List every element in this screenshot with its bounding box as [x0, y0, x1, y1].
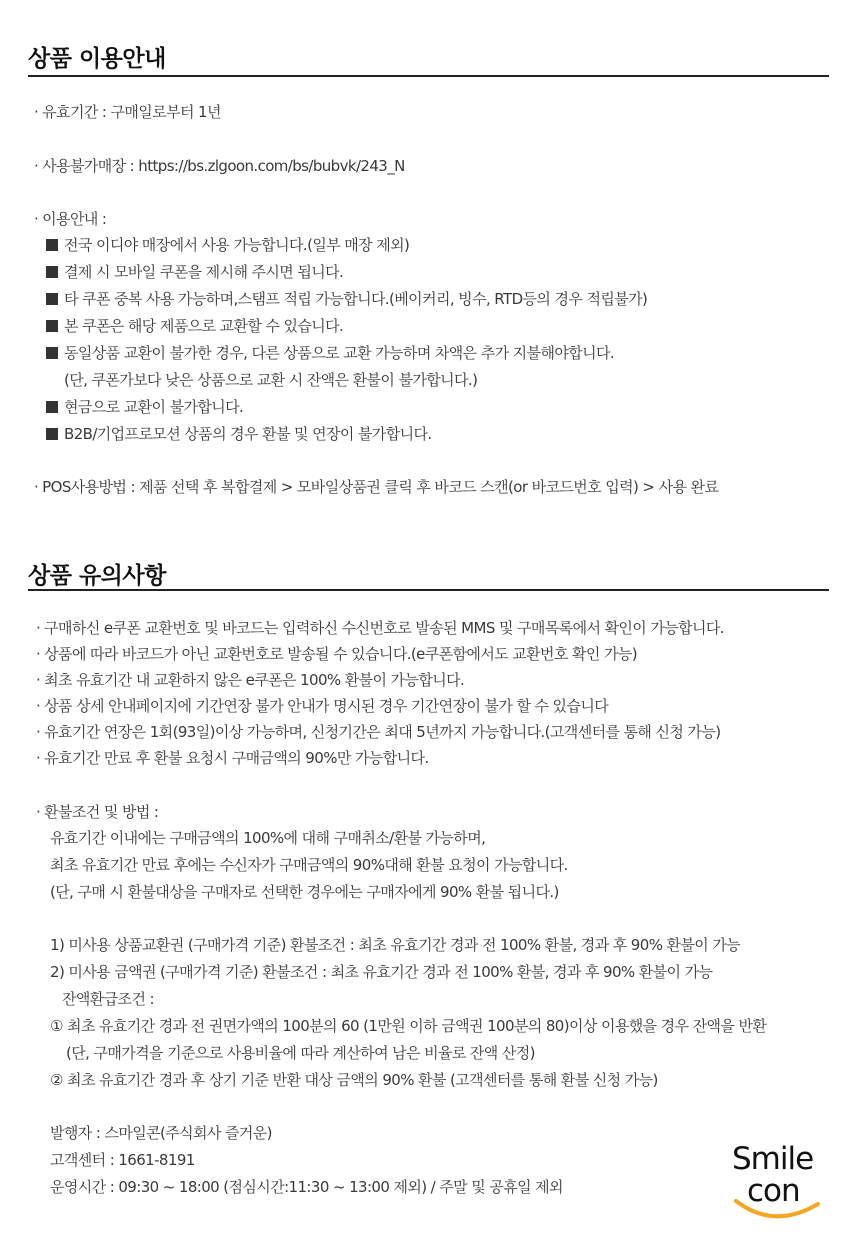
- notice-item-text: 유효기간 만료 후 환불 요청시 구매금액의 90%만 가능합니다.: [44, 749, 429, 767]
- refund-condition: ① 최초 유효기간 경과 전 권면가액의 100분의 60 (1만원 이하 금액권 100분의 80)이상 이용했을 경우 잔액을 반환: [50, 1017, 767, 1035]
- smilecon-logo: [722, 1138, 832, 1228]
- usage-item-text: 결제 시 모바일 쿠폰을 제시해 주시면 됩니다.: [64, 263, 344, 281]
- refund-line: (단, 구매 시 환불대상을 구매자로 선택한 경우에는 구매자에게 90% 환불 됩니다.): [50, 883, 559, 901]
- refund-line: 유효기간 이내에는 구매금액의 100%에 대해 구매취소/환불 가능하며,: [50, 829, 486, 847]
- support-line: 고객센터 : 1661-8191: [50, 1151, 195, 1169]
- usage-item-text: 현금으로 교환이 불가합니다.: [64, 398, 244, 416]
- section-title-usage: 상품 이용안내: [28, 46, 166, 72]
- usage-item-text: 타 쿠폰 중복 사용 가능하며,스탬프 적립 가능합니다.(베이커리, 빙수, RTD등의 경우 적립불가): [64, 290, 648, 308]
- usage-item: [46, 235, 409, 255]
- square-bullet-icon: [46, 401, 58, 413]
- usage-item: [46, 262, 343, 282]
- square-bullet-icon: [46, 239, 58, 251]
- notice-item-text: 유효기간 연장은 1회(93일)이상 가능하며, 신청기간은 최대 5년까지 가능합니다.(고객센터를 통해 신청 가능): [44, 723, 721, 741]
- usage-item: [46, 343, 614, 363]
- square-bullet-icon: [46, 320, 58, 332]
- notice-item-text: 상품 상세 안내페이지에 기간연장 불가 안내가 명시된 경우 기간연장이 불가 할 수 있습니다: [44, 697, 609, 715]
- usage-note: (단, 쿠폰가보다 낮은 상품으로 교환 시 잔액은 환불이 불가합니다.): [64, 371, 478, 389]
- excluded-stores-line: · 사용불가매장 : https://bs.zlgoon.com/bs/bubvk/243_N: [34, 157, 405, 175]
- section-divider: [28, 75, 829, 77]
- refund-title-text: 환불조건 및 방법 :: [44, 803, 159, 821]
- section-title-notice: 상품 유의사항: [28, 563, 166, 589]
- usage-item-text: 본 쿠폰은 해당 제품으로 교환할 수 있습니다.: [64, 317, 344, 335]
- refund-condition: 1) 미사용 상품교환권 (구매가격 기준) 환불조건 : 최초 유효기간 경과 전 100% 환불, 경과 후 90% 환불이 가능: [50, 936, 741, 954]
- notice-item-text: 구매하신 e쿠폰 교환번호 및 바코드는 입력하신 수신번호로 발송된 MMS 및 구매목록에서 확인이 가능합니다.: [44, 619, 724, 637]
- square-bullet-icon: [46, 428, 58, 440]
- usage-item: [46, 316, 343, 336]
- square-bullet-icon: [46, 266, 58, 278]
- notice-item: · 유효기간 만료 후 환불 요청시 구매금액의 90%만 가능합니다.: [36, 749, 429, 767]
- notice-item-text: 상품에 따라 바코드가 아닌 교환번호로 발송될 수 있습니다.(e쿠폰함에서도 교환번호 확인 가능): [44, 645, 637, 663]
- usage-item: [46, 397, 243, 417]
- usage-item: [46, 289, 647, 309]
- square-bullet-icon: [46, 293, 58, 305]
- usage-item: [46, 424, 432, 444]
- refund-condition: ② 최초 유효기간 경과 후 상기 기준 반환 대상 금액의 90% 환불 (고객센터를 통해 환불 신청 가능): [50, 1071, 658, 1089]
- notice-item: · 상품에 따라 바코드가 아닌 교환번호로 발송될 수 있습니다.(e쿠폰함에서도 교환번호 확인 가능): [36, 645, 637, 663]
- refund-condition: 잔액환급조건 :: [62, 990, 154, 1008]
- validity-line: · 유효기간 : 구매일로부터 1년: [34, 103, 221, 121]
- usage-item-text: 동일상품 교환이 불가한 경우, 다른 상품으로 교환 가능하며 차액은 추가 지불해야합니다.: [64, 344, 615, 362]
- notice-item: · 최초 유효기간 내 교환하지 않은 e쿠폰은 100% 환불이 가능합니다.: [36, 671, 465, 689]
- notice-item: · 상품 상세 안내페이지에 기간연장 불가 안내가 명시된 경우 기간연장이 불가 할 수 있습니다: [36, 697, 609, 715]
- notice-item: · 유효기간 연장은 1회(93일)이상 가능하며, 신청기간은 최대 5년까지 가능합니다.(고객센터를 통해 신청 가능): [36, 723, 721, 741]
- excluded-stores-text: 사용불가매장 : https://bs.zlgoon.com/bs/bubvk/243_N: [42, 157, 405, 175]
- logo-text-con: con: [747, 1173, 800, 1209]
- notice-item-text: 최초 유효기간 내 교환하지 않은 e쿠폰은 100% 환불이 가능합니다.: [44, 671, 465, 689]
- validity-text: 유효기간 : 구매일로부터 1년: [42, 103, 221, 121]
- usage-item-text: B2B/기업프로모션 상품의 경우 환불 및 연장이 불가합니다.: [64, 425, 432, 443]
- issuer-line: 발행자 : 스마일콘(주식회사 즐거운): [50, 1124, 272, 1142]
- logo-text-smile: Smile: [732, 1141, 814, 1177]
- usage-title-line: · 이용안내 :: [34, 210, 107, 228]
- refund-condition: 2) 미사용 금액권 (구매가격 기준) 환불조건 : 최초 유효기간 경과 전 100% 환불, 경과 후 90% 환불이 가능: [50, 963, 713, 981]
- square-bullet-icon: [46, 347, 58, 359]
- usage-item-text: 전국 이디야 매장에서 사용 가능합니다.(일부 매장 제외): [64, 236, 410, 254]
- notice-item: · 구매하신 e쿠폰 교환번호 및 바코드는 입력하신 수신번호로 발송된 MMS 및 구매목록에서 확인이 가능합니다.: [36, 619, 724, 637]
- refund-title-line: · 환불조건 및 방법 :: [36, 803, 159, 821]
- hours-line: 운영시간 : 09:30 ~ 18:00 (점심시간:11:30 ~ 13:00 제외) / 주말 및 공휴일 제외: [50, 1178, 563, 1196]
- section-divider: [28, 589, 829, 591]
- refund-line: 최초 유효기간 만료 후에는 수신자가 구매금액의 90%대해 환불 요청이 가능합니다.: [50, 856, 568, 874]
- refund-condition: (단, 구매가격을 기준으로 사용비율에 따라 계산하여 남은 비율로 잔액 산정): [66, 1044, 535, 1062]
- pos-method-text: POS사용방법 : 제품 선택 후 복합결제 > 모바일상품권 클릭 후 바코드 스캔(or 바코드번호 입력) > 사용 완료: [42, 478, 719, 496]
- usage-title-text: 이용안내 :: [42, 210, 107, 228]
- pos-method-line: · POS사용방법 : 제품 선택 후 복합결제 > 모바일상품권 클릭 후 바코드 스캔(or 바코드번호 입력) > 사용 완료: [34, 478, 719, 496]
